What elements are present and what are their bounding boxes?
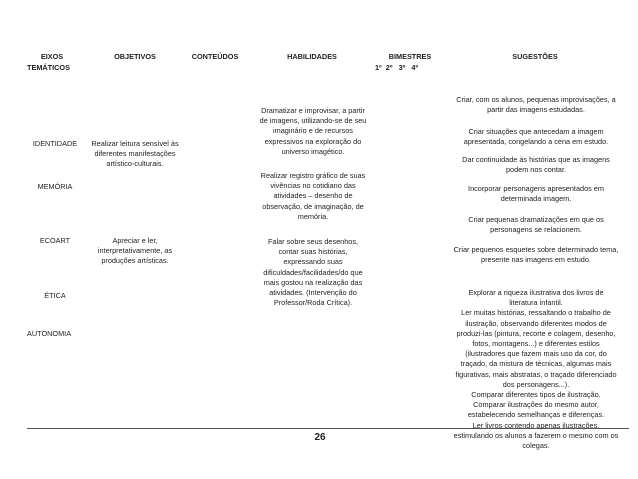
header-objetivos: OBJETIVOS (114, 52, 156, 61)
header-bimestre-numbers: 1º 2º 3º 4º (375, 63, 419, 72)
sugestao-continuidade: Dar continuidade às histórias que as imagens podem nos contar. (462, 155, 610, 175)
header-eixos-line1: EIXOS (40, 52, 64, 61)
objetivo-leitura-sensivel: Realizar leitura sensível às diferentes manifestações artístico-culturais. (91, 139, 179, 169)
sugestao-dramatizacoes: Criar pequenas dramatizações em que os personagens se relacionem. (468, 215, 604, 235)
header-conteudos: CONTEÚDOS (191, 52, 239, 61)
sugestao-ilustracao-livros: Explorar a riqueza ilustrativa dos livros de literatura infantil. Ler muitas histórias, ressaltando o trabalho de ilustração, observando diferentes modos de produzi-las (pintura, recorte e colagem, desenho, fotos, montagens...) e diferentes estilos (ilustradores que fazem mais uso da cor, do traçado, da mistura de técnicas, algumas mais figurativas, mais abstratas, o traçado diferenciado dos personagens...). Comparar diferentes tipos de ilustração. Comparar ilustrações do mesmo autor, estabelecendo semelhanças e diferenças. Ler livros contendo apenas ilustrações, estimulando os alunos a fazerem o mesmo com os colegas. (453, 288, 619, 451)
eixo-memoria: MEMÓRIA (37, 182, 73, 191)
page-number: 26 (314, 432, 326, 443)
habilidade-registro-grafico: Realizar registro gráfico de suas vivências no cotidiano das atividades – desenho de observação, de imaginação, de memória. (260, 171, 366, 221)
header-tematicos: TEMÁTICOS (27, 63, 70, 72)
header-eixos (27, 52, 77, 62)
header-habilidades: HABILIDADES (287, 52, 337, 61)
eixo-identidade: IDENTIDADE (32, 139, 78, 148)
sugestao-incorporar: Incorporar personagens apresentados em determinada imagem. (468, 184, 604, 204)
eixo-ecoart: ECOART (39, 236, 71, 245)
eixo-etica: ÉTICA (44, 291, 66, 300)
sugestao-antecedam-imagem: Criar situações que antecedam a imagem apresentada, congelando a cena em estudo. (463, 127, 609, 147)
sugestao-improvisacoes: Criar, com os alunos, pequenas improvisações, a partir das imagens estudadas. (456, 95, 616, 115)
footer-divider (27, 428, 629, 429)
habilidade-dramatizar: Dramatizar e improvisar, a partir de imagens, utilizando-se de seu imaginário e de recursos expressivos na exploração do universo imagético. (259, 106, 367, 156)
sugestao-esquetes: Criar pequenos esquetes sobre determinado tema, presente nas imagens em estudo. (453, 245, 619, 265)
eixo-autonomia: AUTONOMIA (27, 329, 72, 338)
objetivo-apreciar-ler: Apreciar e ler, interpretativamente, as produções artísticas. (97, 236, 173, 266)
header-bimestres: BIMESTRES (388, 52, 432, 61)
habilidade-falar-desenhos: Falar sobre seus desenhos, contar suas histórias, expressando suas dificuldades/facilidades/do que mais gostou na realização das atividades. (Intervenção do Professor/Roda Crítica). (263, 237, 363, 308)
header-sugestoes: SUGESTÕES (512, 52, 558, 61)
